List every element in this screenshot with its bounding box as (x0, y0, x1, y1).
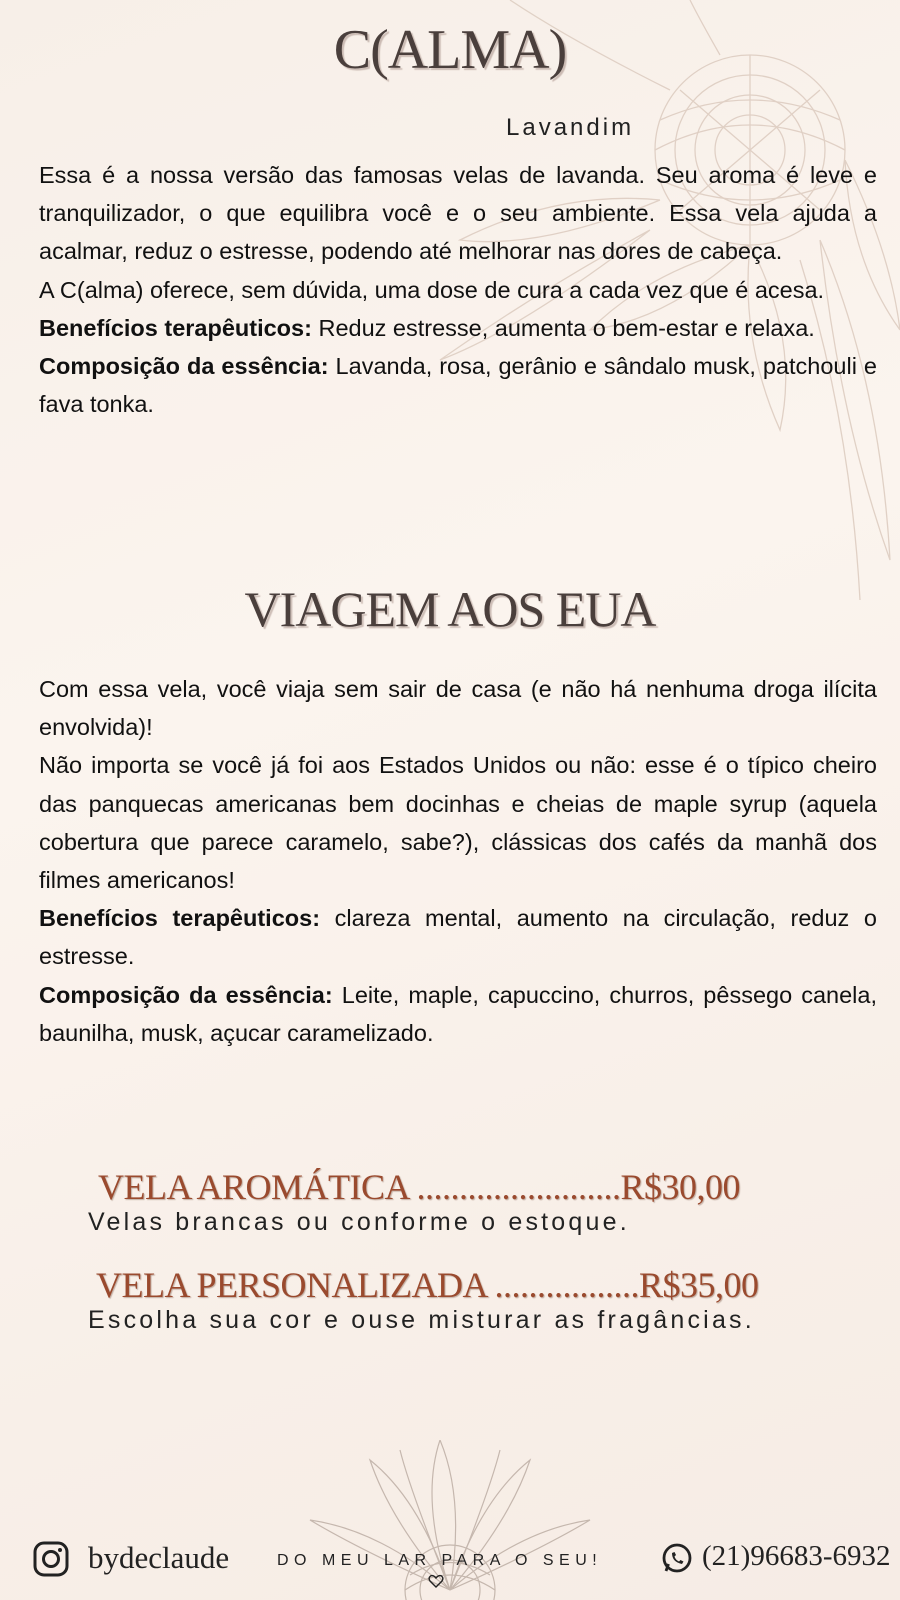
composition-label: Composição da essência: (39, 981, 333, 1008)
benefits-text: clareza mental, aumento na circulação, reduz o estresse. (39, 905, 877, 970)
composition-text: Leite, maple, capuccino, churros, pêssego canela, baunilha, musk, açucar caramelizado. (39, 981, 878, 1046)
price-vela-personalizada: VELA PERSONALIZADA .................R$35,00 (96, 1265, 759, 1305)
composition-text: Lavanda, rosa, gerânio e sândalo musk, patchouli e fava tonka. (39, 353, 877, 418)
instagram-handle[interactable]: bydeclaude (88, 1540, 230, 1575)
product1-benefits (39, 309, 877, 347)
heart-icon (428, 1574, 444, 1593)
product2-description (39, 670, 877, 1052)
composition-label: Composição da essência: (39, 353, 329, 380)
product2-composition (39, 976, 877, 1052)
whatsapp-icon[interactable] (660, 1542, 694, 1581)
product2-title: VIAGEM AOS EUA (244, 581, 656, 637)
benefits-text: Reduz estresse, aumenta o bem-estar e relaxa. (311, 314, 815, 341)
phone-number[interactable]: (21)96683-6932 (702, 1540, 891, 1572)
benefits-label: Benefícios terapêuticos: (39, 905, 321, 932)
price-note-vela-aromatica: Velas brancas ou conforme o estoque. (88, 1208, 630, 1236)
price-note-vela-personalizada: Escolha sua cor e ouse misturar as fragâncias. (88, 1306, 755, 1334)
product2-paragraph2: Não importa se você já foi aos Estados Unidos ou não: esse é o típico cheiro das panquecas americanas bem docinhas e cheias de maple syrup (aquela cobertura que parece caramelo, sabe?), clássicas dos cafés da manhã dos filmes americanos! (39, 752, 877, 894)
product1-title: C(ALMA) (333, 19, 567, 81)
price-vela-aromatica: VELA AROMÁTICA ........................R$30,00 (98, 1167, 741, 1207)
tagline: DO MEU LAR PARA O SEU! (277, 1552, 603, 1569)
product1-composition (39, 347, 877, 423)
product2-paragraph1: Com essa vela, você viaja sem sair de casa (e não há nenhuma droga ilícita envolvida)! (39, 676, 877, 741)
product1-paragraph1: Essa é a nossa versão das famosas velas de lavanda. Seu aroma é leve e tranquilizador, o que equilibra você e o seu ambiente. Essa vela ajuda a acalmar, reduz o estresse, podendo até melhorar nas dores de cabeça. (39, 162, 877, 265)
product2-benefits (39, 899, 877, 975)
product1-description (39, 156, 877, 423)
footer (0, 1536, 900, 1586)
instagram-icon[interactable] (32, 1540, 70, 1583)
product1-paragraph2: A C(alma) oferece, sem dúvida, uma dose de cura a cada vez que é acesa. (39, 276, 825, 303)
product1-subtitle: Lavandim (506, 114, 635, 141)
benefits-label: Benefícios terapêuticos: (39, 314, 312, 341)
